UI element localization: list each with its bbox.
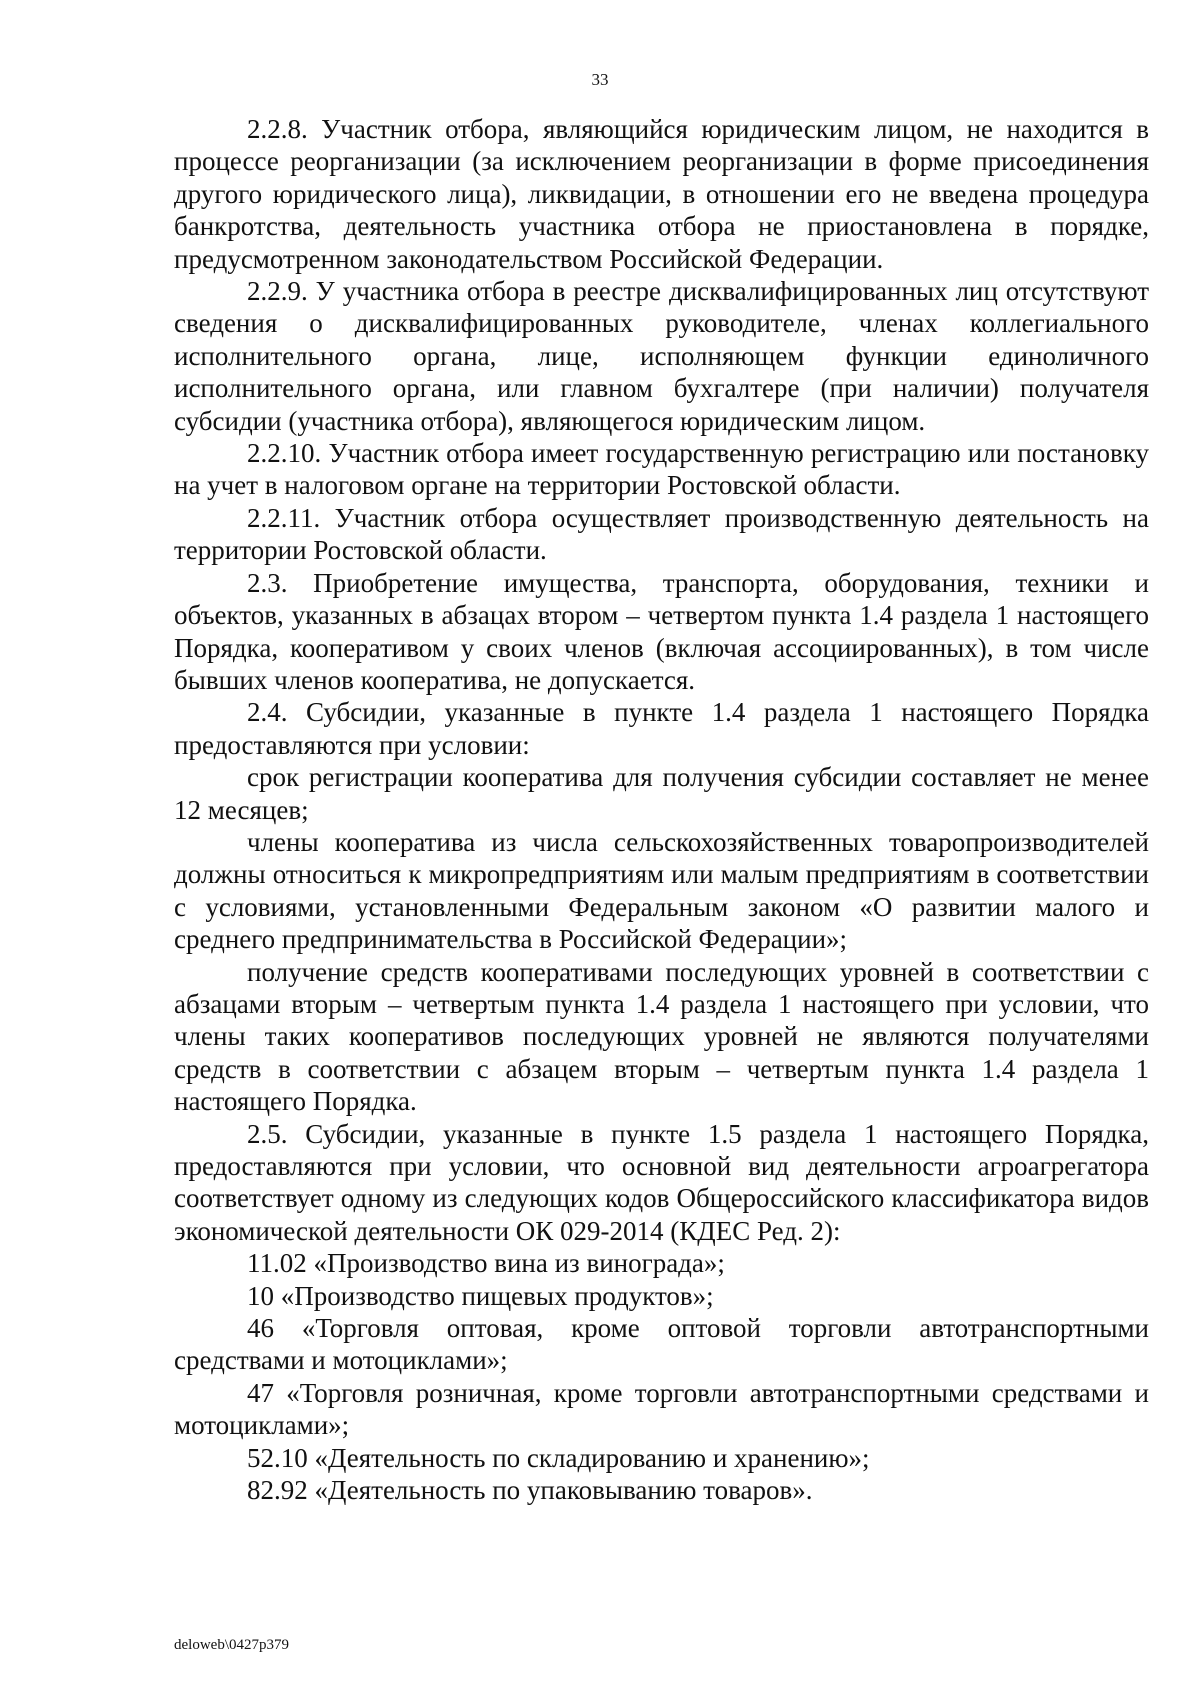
okved-code-item: 11.02 «Производство вина из винограда»;	[247, 1248, 725, 1279]
okved-code-item: 52.10 «Деятельность по складированию и хранению»;	[247, 1442, 870, 1473]
document-body	[174, 113, 1149, 1506]
okved-code-item: 47 «Торговля розничная, кроме торговли автотранспортными средствами и мотоциклами»;	[174, 1377, 1149, 1441]
paragraph-2-3: 2.3. Приобретение имущества, транспорта, оборудования, техники и объектов, указанных в абзацах втором – четвертом пункта 1.4 раздела 1 настоящего Порядка, кооперативом у своих членов (включая ассоциированных), в том числе бывших членов кооператива, не допускается.	[174, 567, 1149, 695]
paragraph-2-4-condition-2: члены кооператива из числа сельскохозяйственных товаропроизводителей должны относиться к микропредприятиям или малым предприятиям в соответствии с условиями, установленными Федеральным законом «О развитии малого и среднего предпринимательства в Российской Федерации»;	[174, 826, 1149, 955]
paragraph-2-4-condition-1: срок регистрации кооператива для получения субсидии составляет не менее 12 месяцев;	[174, 762, 1149, 825]
page-number: 33	[591, 70, 609, 89]
paragraph-2-2-9: 2.2.9. У участника отбора в реестре дисквалифицированных лиц отсутствуют сведения о дисквалифицированных руководителе, членах коллегиального исполнительного органа, лице, исполняющем функции единоличного исполнительного органа, или главном бухгалтере (при наличии) получателя субсидии (участника отбора), являющегося юридическим лицом.	[174, 276, 1149, 436]
footer-document-code: deloweb\0427p379	[174, 1637, 289, 1653]
paragraph-2-5: 2.5. Субсидии, указанные в пункте 1.5 раздела 1 настоящего Порядка, предоставляются при условии, что основной вид деятельности агроагрегатора соответствует одному из следующих кодов Общероссийского классификатора видов экономической деятельности ОК 029-2014 (КДЕС Ред. 2):	[174, 1118, 1149, 1246]
okved-code-item: 10 «Производство пищевых продуктов»;	[247, 1280, 714, 1311]
okved-code-item: 82.92 «Деятельность по упаковыванию товаров».	[247, 1475, 813, 1506]
paragraph-2-2-11: 2.2.11. Участник отбора осуществляет производственную деятельность на территории Ростовской области.	[174, 502, 1149, 566]
okved-code-item: 46 «Торговля оптовая, кроме оптовой торговли автотранспортными средствами и мотоциклами»;	[174, 1313, 1149, 1376]
paragraph-2-4: 2.4. Субсидии, указанные в пункте 1.4 раздела 1 настоящего Порядка предоставляются при условии:	[174, 697, 1149, 760]
paragraph-2-4-condition-3: получение средств кооперативами последующих уровней в соответствии с абзацами вторым – четвертым пункта 1.4 раздела 1 настоящего при условии, что члены таких кооперативов последующих уровней не являются получателями средств в соответствии с абзацем вторым – четвертым пункта 1.4 раздела 1 настоящего Порядка.	[174, 956, 1149, 1117]
paragraph-2-2-8: 2.2.8. Участник отбора, являющийся юридическим лицом, не находится в процессе реорганизации (за исключением реорганизации в форме присоединения другого юридического лица), ликвидации, в отношении его не введена процедура банкротства, деятельность участника отбора не приостановлена в порядке, предусмотренном законодательством Российской Федерации.	[174, 114, 1149, 274]
paragraph-2-2-10: 2.2.10. Участник отбора имеет государственную регистрацию или постановку на учет в налоговом органе на территории Ростовской области.	[174, 438, 1149, 501]
